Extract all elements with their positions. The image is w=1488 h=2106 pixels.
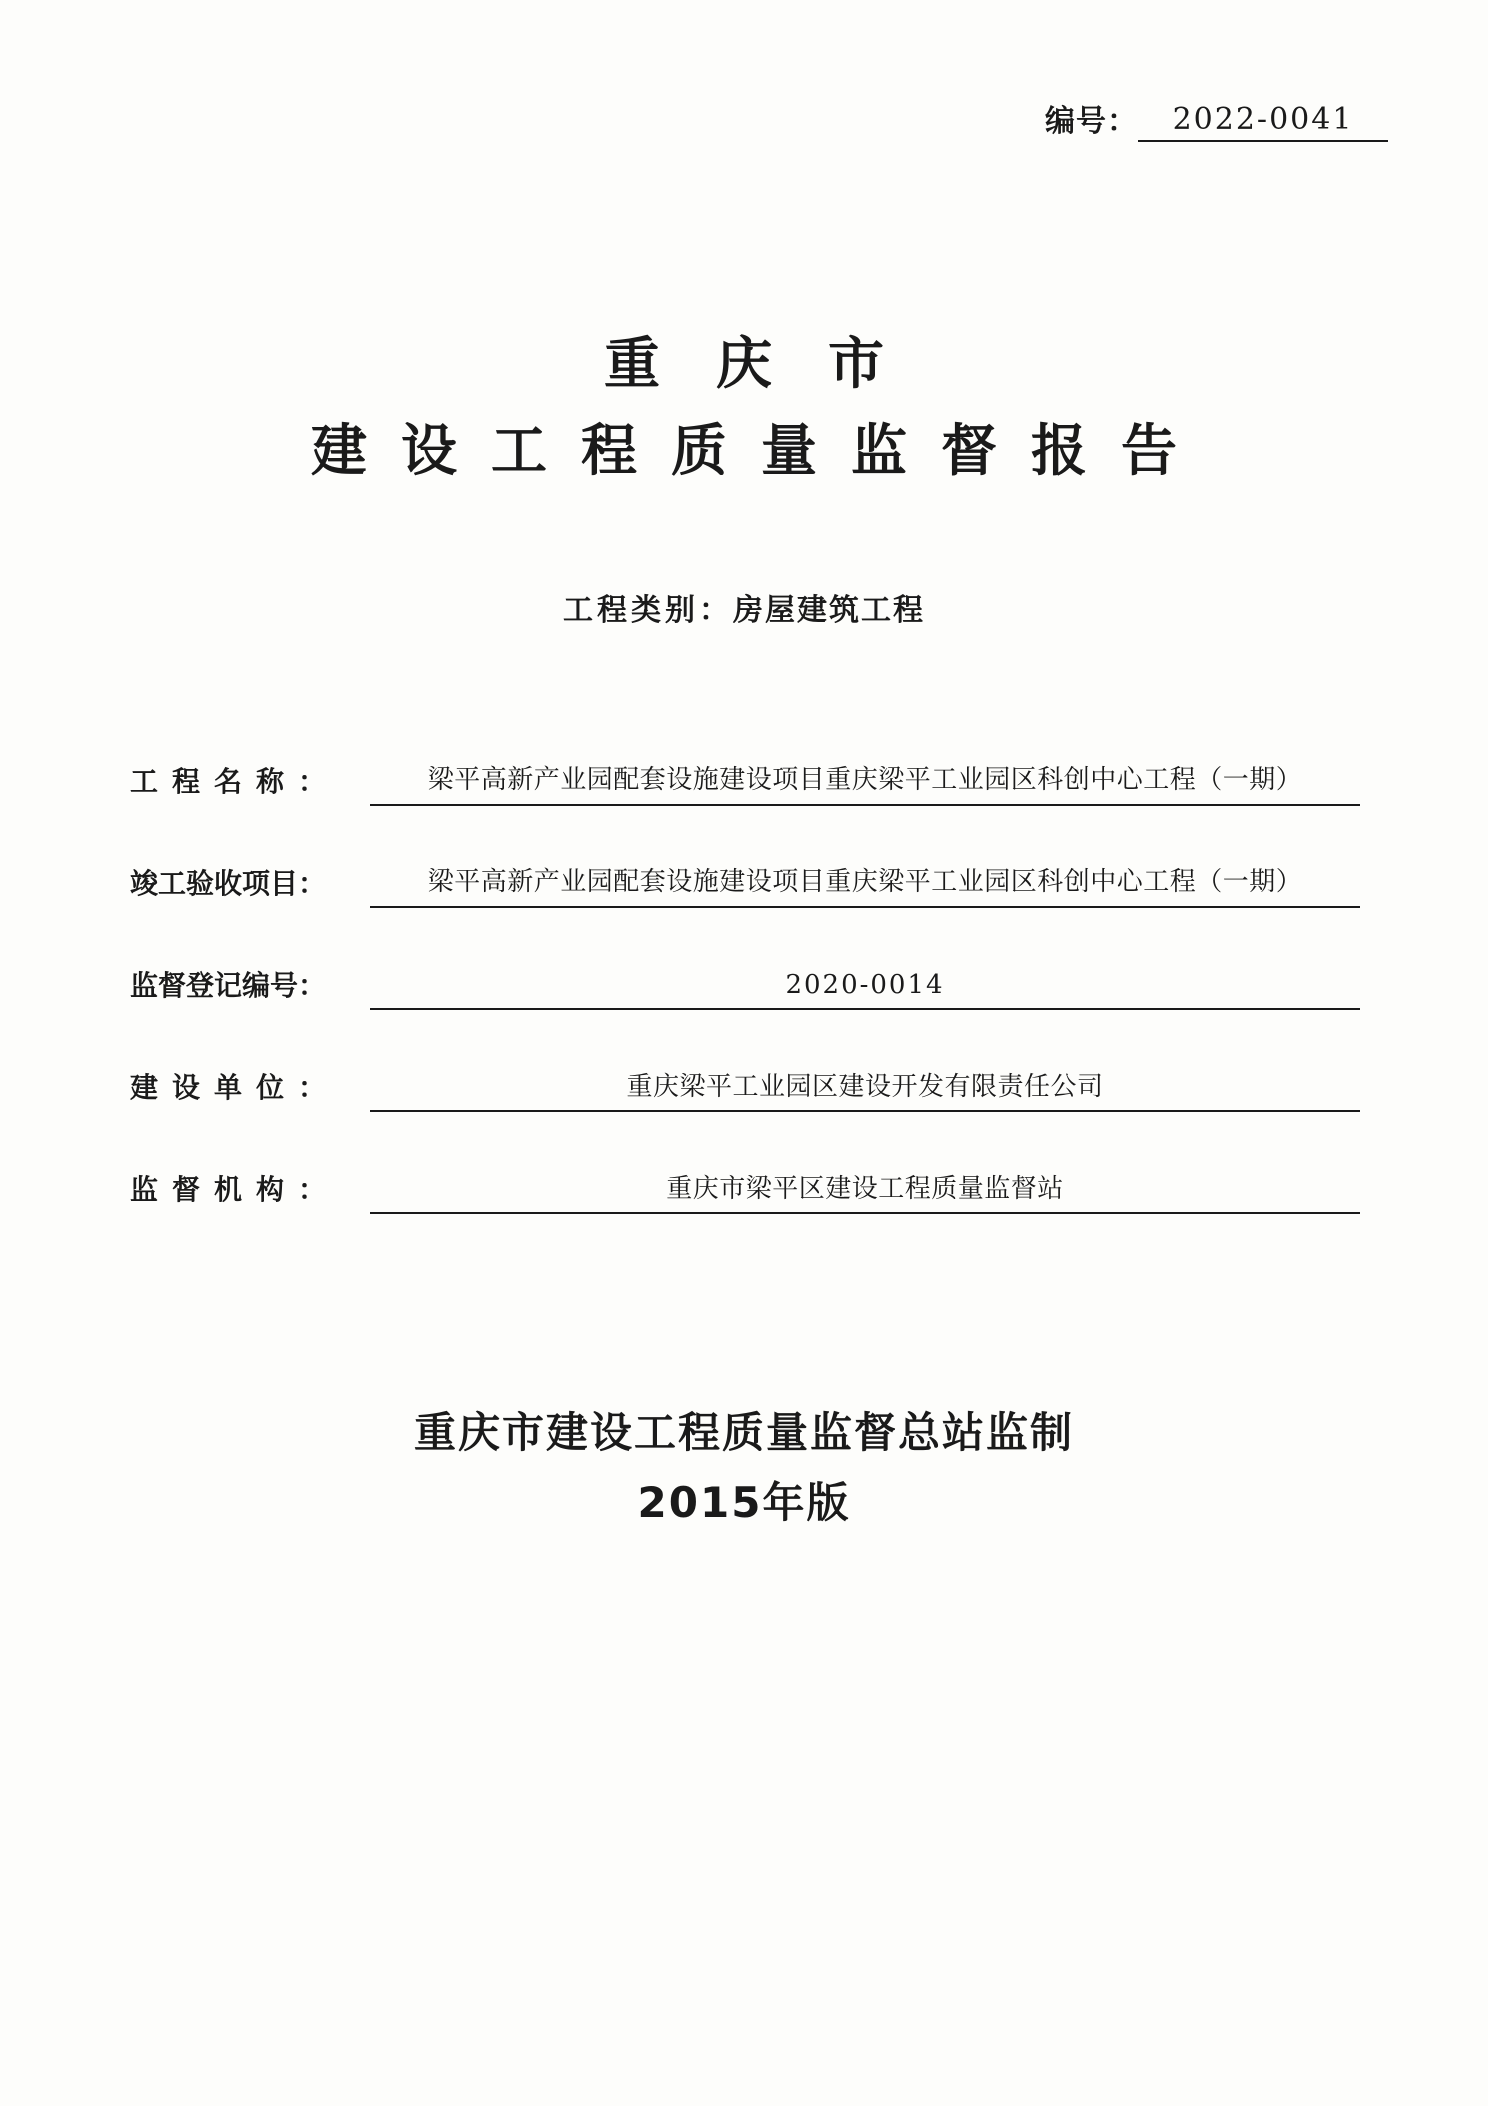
- field-list: [130, 760, 1360, 1270]
- field-row-project-name: [130, 760, 1360, 806]
- field-row-registration-number: [130, 964, 1360, 1010]
- document-footer: [0, 1400, 1488, 1530]
- field-row-acceptance-item: [130, 862, 1360, 908]
- project-category-value: 房屋建筑工程: [733, 593, 925, 628]
- footer-issuer: 重庆市建设工程质量监督总站监制: [413, 1408, 1074, 1457]
- project-category-label: 工程类别：: [563, 593, 733, 628]
- field-value-acceptance-item: 梁平高新产业园配套设施建设项目重庆梁平工业园区科创中心工程（一期）: [370, 866, 1360, 908]
- field-row-supervision-agency: [130, 1168, 1360, 1214]
- title-line-city: 重庆市: [604, 332, 940, 397]
- field-value-construction-unit: 重庆梁平工业园区建设开发有限责任公司: [370, 1070, 1360, 1112]
- field-label-supervision-agency: 监督机构：: [130, 1173, 341, 1206]
- field-value-supervision-agency: 重庆市梁平区建设工程质量监督站: [370, 1172, 1360, 1214]
- document-number: [1045, 96, 1388, 142]
- project-category: [0, 585, 1488, 629]
- document-number-label: 编号：: [1045, 104, 1138, 139]
- field-label-project-name: 工程名称：: [130, 765, 341, 798]
- title-line-main: 建设工程质量监督报告: [311, 419, 1211, 484]
- field-label-construction-unit: 建设单位：: [130, 1071, 341, 1104]
- page-title: [0, 330, 1488, 490]
- field-row-construction-unit: [130, 1066, 1360, 1112]
- field-value-project-name: 梁平高新产业园配套设施建设项目重庆梁平工业园区科创中心工程（一期）: [370, 764, 1360, 806]
- field-label-acceptance-item: 竣工验收项目：: [130, 867, 327, 900]
- document-number-value: 2022-0041: [1138, 102, 1388, 142]
- footer-version: 2015年版: [637, 1478, 851, 1527]
- field-value-registration-number: 2020-0014: [370, 968, 1360, 1010]
- field-label-registration-number: 监督登记编号：: [130, 969, 327, 1002]
